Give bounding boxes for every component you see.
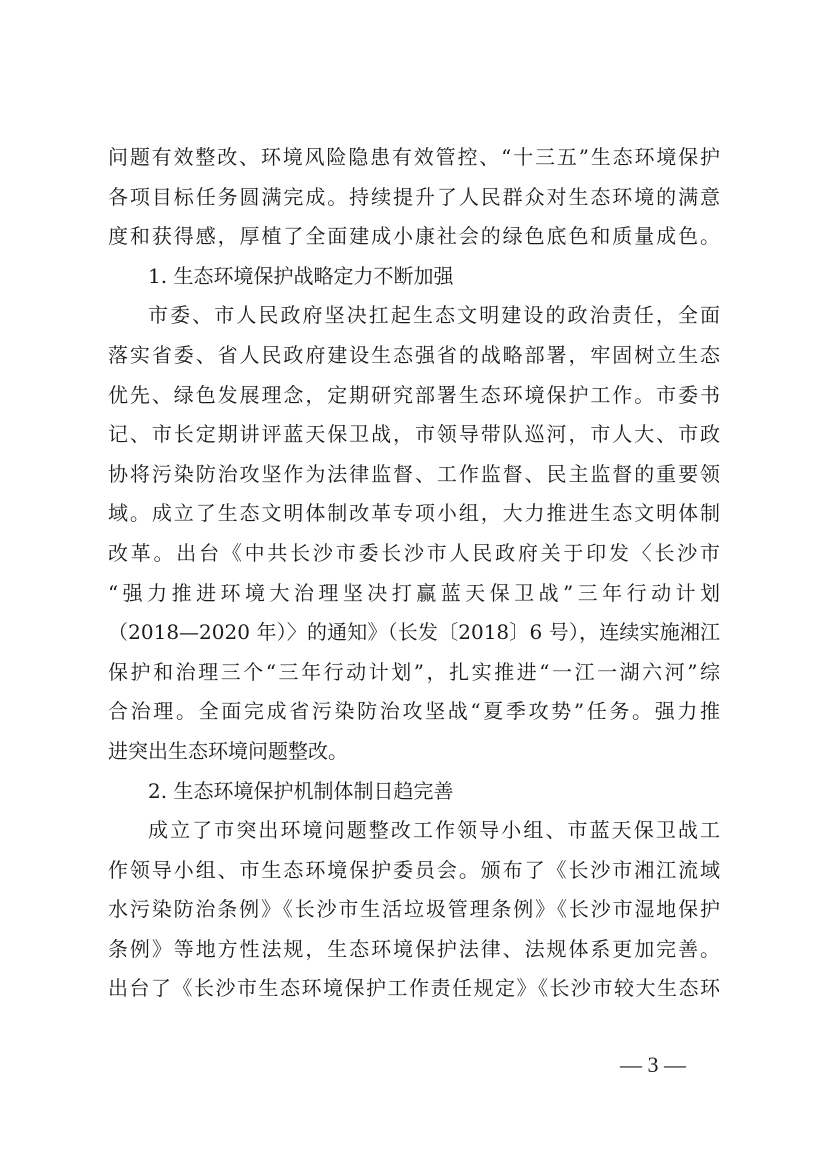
text-line: 问题有效整改、环境风险隐患有效管控、“十三五”生态环境保护 (108, 145, 720, 169)
text-line: 度和获得感，厚植了全面建成小康社会的绿色底色和质量成色。 (108, 224, 720, 249)
text-line: 各项目标任务圆满完成。持续提升了人民群众对生态环境的满意 (108, 184, 720, 209)
text-line: 2. 生态环境保护机制体制日趋完善 (148, 778, 454, 803)
text-line: 市委、市人民政府坚决扛起生态文明建设的政治责任，全面 (148, 303, 720, 328)
text-line: 协将污染防治攻坚作为法律监督、工作监督、民主监督的重要领 (108, 461, 720, 486)
text-line: 域。成立了生态文明体制改革专项小组，大力推进生态文明体制 (108, 501, 720, 526)
text-line: “强力推进环境大治理坚决打赢蓝天保卫战”三年行动计划 (108, 580, 720, 605)
text-line: 改革。出台《中共长沙市委长沙市人民政府关于印发〈长沙市 (108, 540, 720, 565)
page-number: — 3 — (620, 1052, 686, 1077)
text-line: 成立了市突出环境问题整改工作领导小组、市蓝天保卫战工 (148, 818, 720, 843)
text-line: 记、市长定期讲评蓝天保卫战，市领导带队巡河，市人大、市政 (108, 422, 720, 447)
text-line: 优先、绿色发展理念，定期研究部署生态环境保护工作。市委书 (108, 382, 720, 407)
text-line: 出台了《长沙市生态环境保护工作责任规定》《长沙市较大生态环 (108, 976, 720, 1001)
text-line: 1. 生态环境保护战略定力不断加强 (148, 263, 454, 288)
text-line: 保护和治理三个“三年行动计划”，扎实推进“一江一湖六河”综 (108, 659, 720, 684)
document-body (108, 138, 720, 1009)
text-line: 合治理。全面完成省污染防治攻坚战“夏季攻势”任务。强力推 (108, 699, 720, 724)
text-line: （2018—2020 年）〉的通知》（长发〔2018〕6 号），连续实施湘江 (108, 620, 720, 645)
text-line: 作领导小组、市生态环境保护委员会。颁布了《长沙市湘江流域 (108, 857, 720, 882)
text-line: 落实省委、省人民政府建设生态强省的战略部署，牢固树立生态 (108, 342, 720, 367)
text-line: 水污染防治条例》《长沙市生活垃圾管理条例》《长沙市湿地保护 (108, 897, 720, 922)
text-line: 条例》等地方性法规，生态环境保护法律、法规体系更加完善。 (108, 936, 720, 961)
text-line: 进突出生态环境问题整改。 (108, 738, 348, 763)
